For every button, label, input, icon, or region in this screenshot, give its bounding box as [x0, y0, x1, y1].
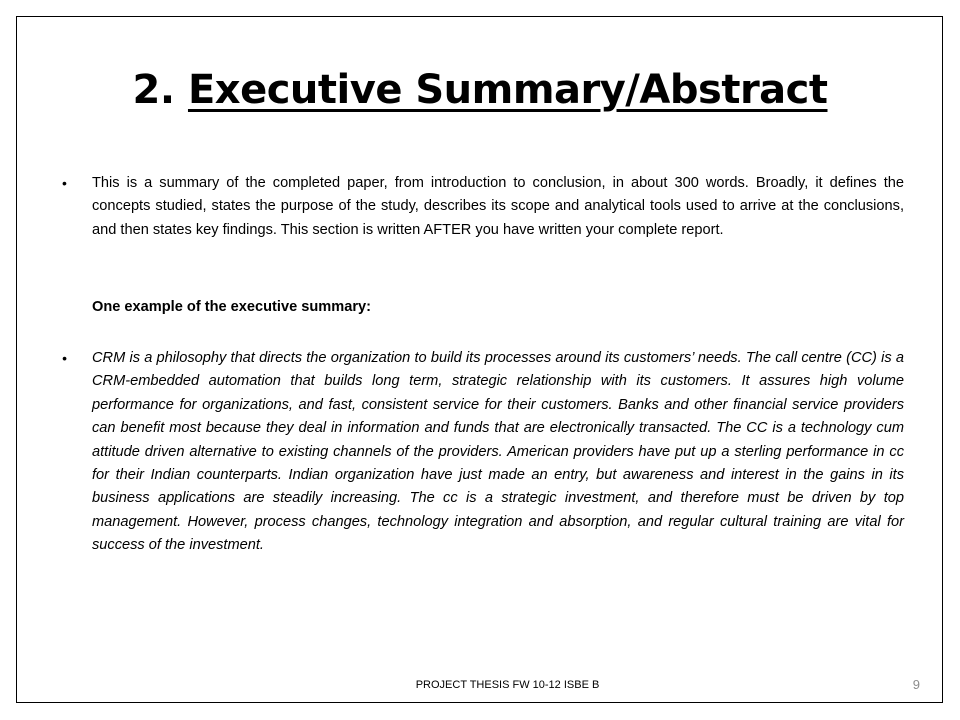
bullet-icon: • — [62, 350, 67, 366]
bullet-icon: • — [62, 175, 67, 191]
example-heading: One example of the executive summary: — [92, 299, 372, 315]
summary-description-text: This is a summary of the completed paper, from introduction to conclusion, in about 300 words. Broadly, it defines the concepts studied, states the purpose of the study, describes its scope and analytical tools used to arrive at the conclusions, and then states key findings. This section is written AFTER you have written your complete report. — [92, 175, 904, 238]
example-summary-text: CRM is a philosophy that directs the organization to build its processes around its customers’ needs. The call centre (CC) is a CRM-embedded automation that builds long term, strategic relationship with its customers. It assures high volume performance for organizations, and fast, consistent service for their customers. Banks and other financial service providers can benefit most because they deal in information and funds that are electronically transacted. The CC is a technology cum attitude driven alternative to existing channels of the providers. American providers have put up a sterling performance in cc for their Indian counterparts. Indian organization have just made an entry, but awareness and interest in the gains in its business applications are steadily increasing. The cc is a strategic investment, and therefore must be driven by top management. However, process changes, technology integration and absorption, and regular cultural training are vital for success of the investment. — [92, 350, 904, 554]
example-summary-bullet — [62, 347, 904, 558]
title-text: Executive Summary/Abstract — [187, 67, 828, 113]
slide-title — [0, 58, 960, 122]
page-number: 9 — [912, 677, 920, 692]
summary-description-bullet — [62, 172, 904, 242]
title-number: 2. — [132, 67, 175, 113]
footer-text: PROJECT THESIS FW 10-12 ISBE B — [415, 679, 600, 691]
